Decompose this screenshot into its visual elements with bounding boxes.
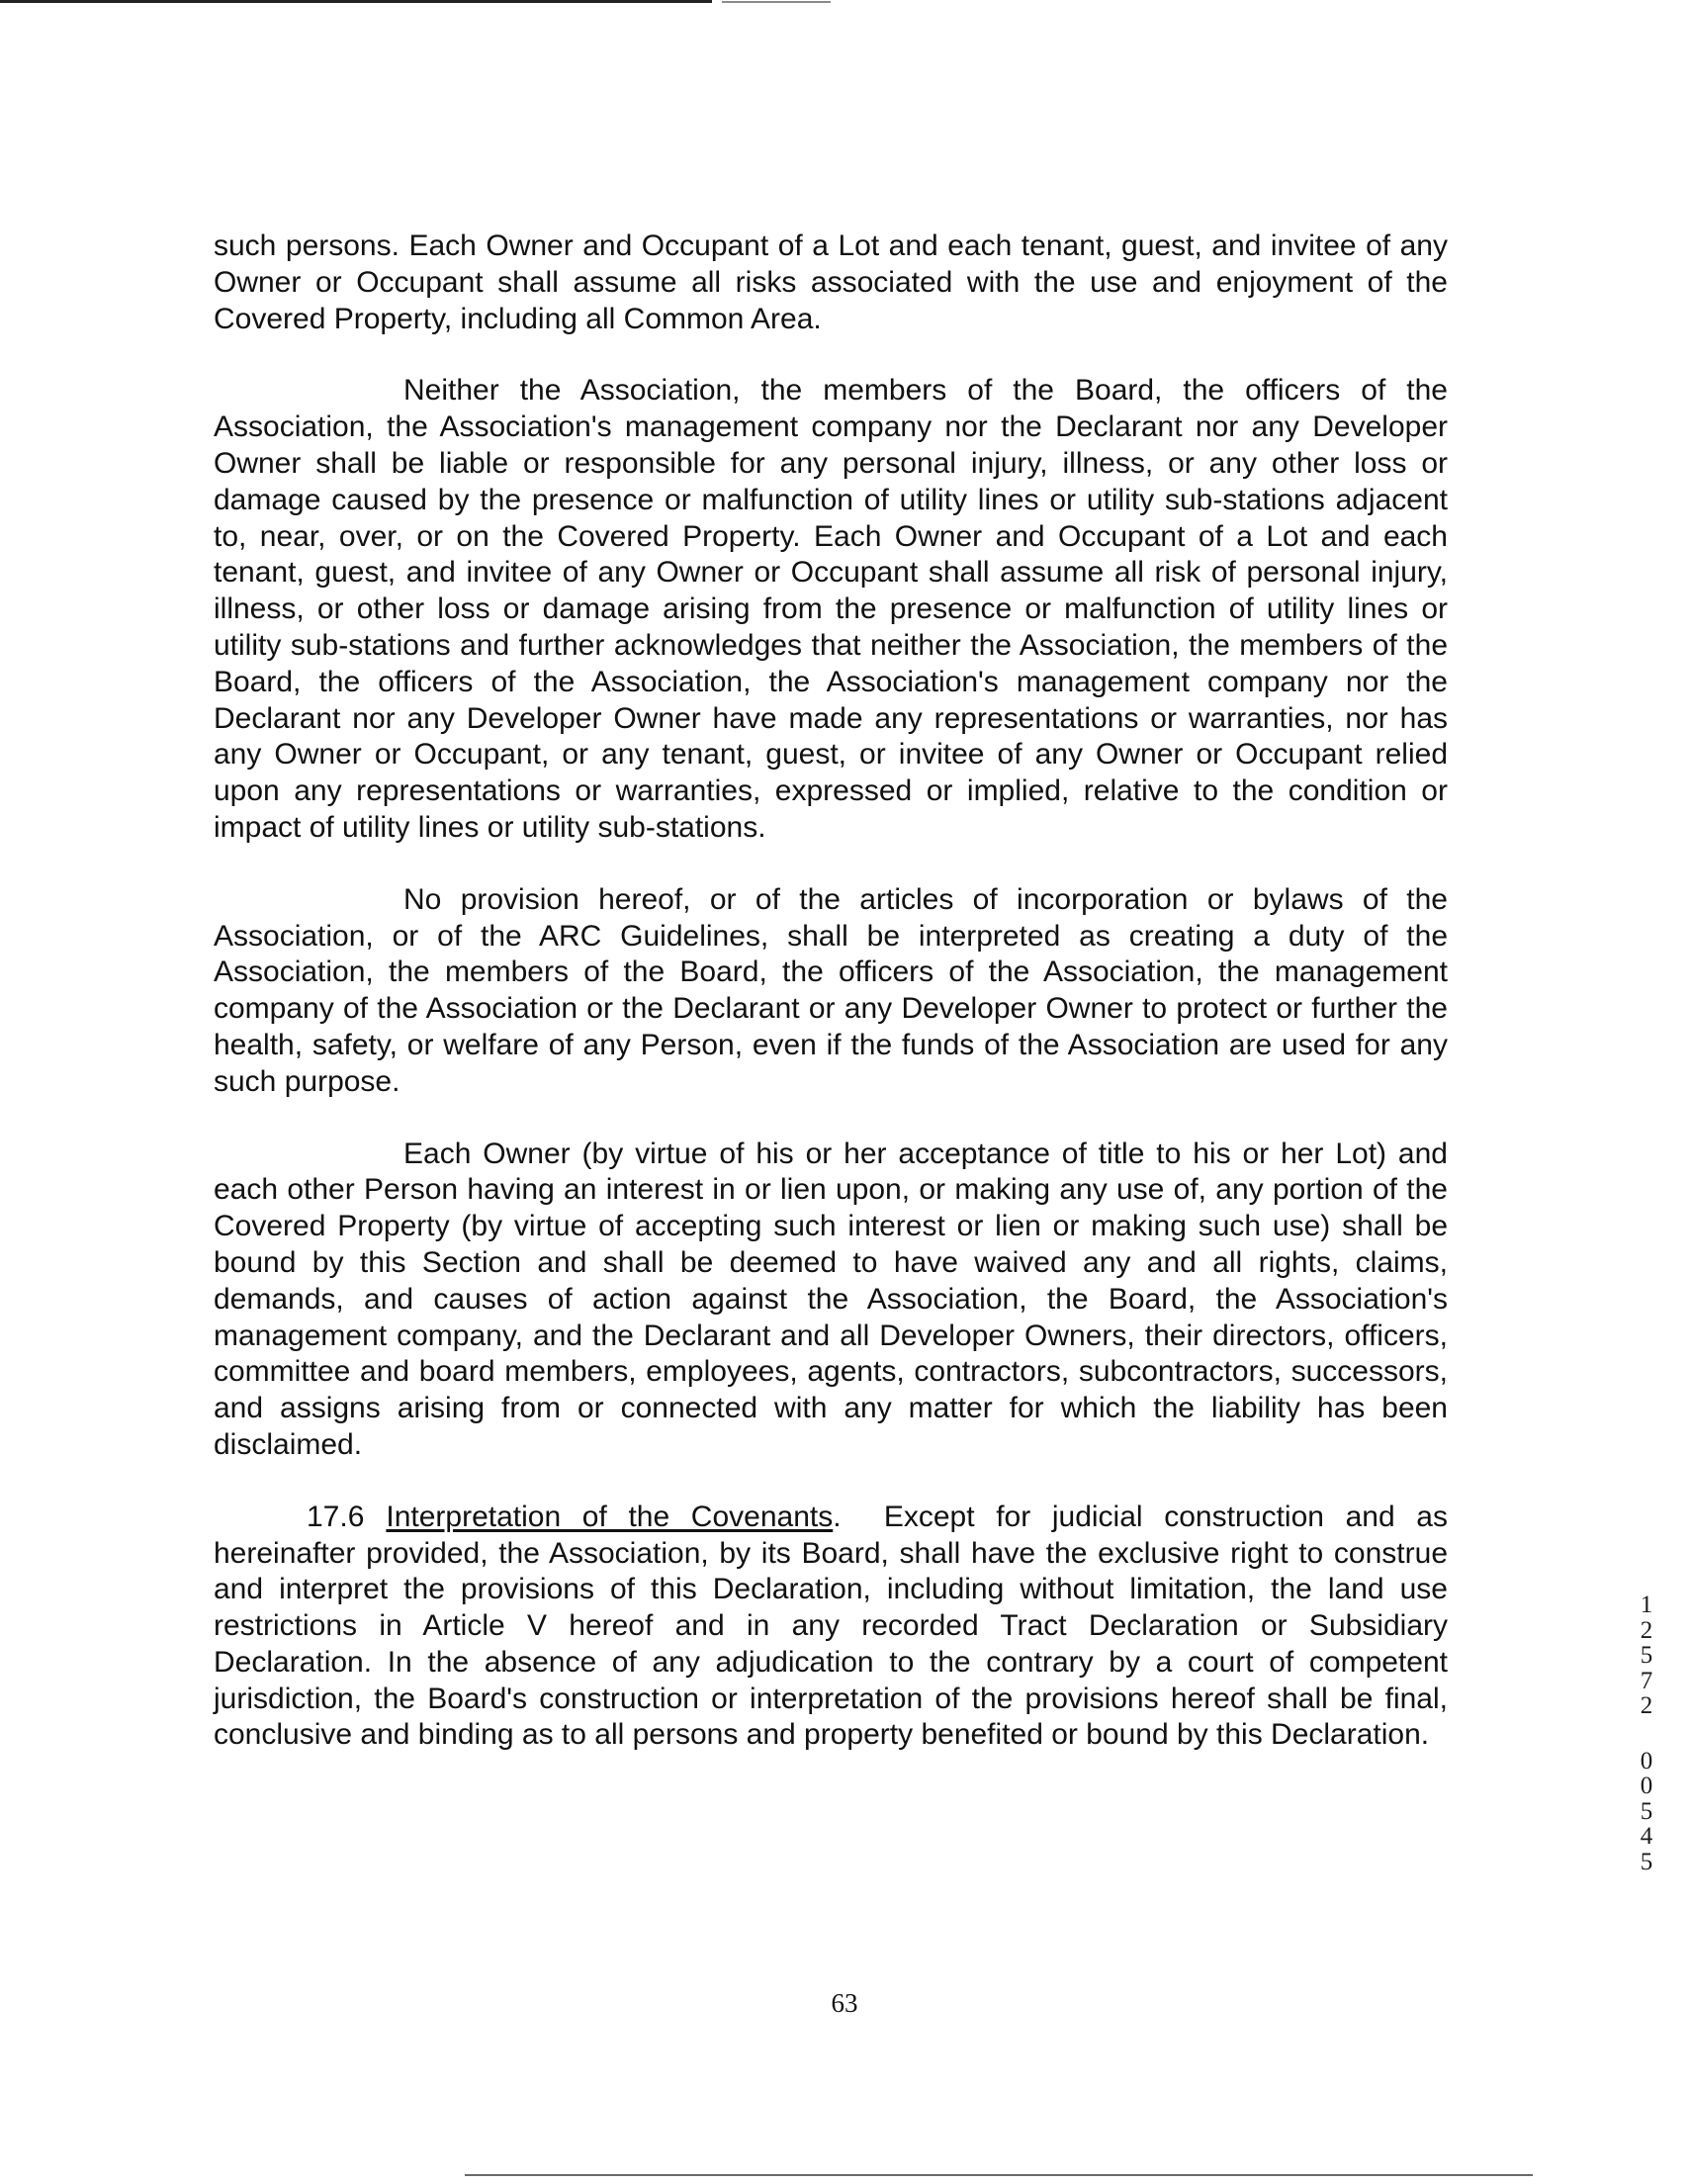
section-title: Interpretation of the Covenants <box>386 1500 834 1533</box>
document-body <box>214 228 1448 1789</box>
scan-edge-top-faint <box>722 1 831 3</box>
recording-stamp <box>1633 1592 1660 1874</box>
scan-edge-top <box>0 0 712 3</box>
paragraph-no-duty: No provision hereof, or of the articles of incorporation or bylaws of the Association, or of the ARC Guidelines, shall be interpreted as creating a duty of the Association, the members of the Board, the officers of the Association, the management company of the Association or the Declarant or any Developer Owner to protect or further the health, safety, or welfare of any Person, even if the funds of the Association are used for any such purpose. <box>214 882 1448 1098</box>
paragraph-utility-liability: Neither the Association, the members of the Board, the officers of the Association, the Association's management company nor the Declarant nor any Developer Owner shall be liable or responsible for any personal injury, illness, or any other loss or damage caused by the presence or malfunction of utility lines or utility sub-stations adjacent to, near, over, or on the Covered Property. Each Owner and Occupant of a Lot and each tenant, guest, and invitee of any Owner or Occupant shall assume all risk of personal injury, illness, or other loss or damage arising from the presence or malfunction of utility lines or utility sub-stations and further acknowledges that neither the Association, the members of the Board, the officers of the Association, the Association's management company nor the Declarant nor any Developer Owner have made any representations or warranties, nor has any Owner or Occupant, or any tenant, guest, or invitee of any Owner or Occupant relied upon any representations or warranties, expressed or implied, relative to the condition or impact of utility lines or utility sub-stations. <box>214 374 1448 844</box>
stamp-digit: 2 <box>1640 1692 1653 1719</box>
section-title-punct: . <box>833 1500 842 1533</box>
stamp-digit: 0 <box>1640 1773 1653 1799</box>
page-number: 63 <box>831 1988 858 2018</box>
stamp-digit: 2 <box>1640 1616 1653 1644</box>
stamp-digit: 5 <box>1640 1848 1653 1875</box>
section-17-6 <box>214 1500 1448 1755</box>
paragraph-waiver: Each Owner (by virtue of his or her acceptance of title to his or her Lot) and each other Person having an interest in or lien upon, or making any use of, any portion of the Covered Property (by virtue of accepting such interest or lien or making such use) shall be bound by this Section and shall be deemed to have waived any and all rights, claims, demands, and causes of action against the Association, the Board, the Association's management company, and the Declarant and all Developer Owners, their directors, officers, committee and board members, employees, agents, contractors, subcontractors, successors, and assigns arising from or connected with any matter for which the liability has been disclaimed. <box>214 1137 1448 1461</box>
stamp-digit: 7 <box>1640 1667 1653 1694</box>
stamp-digit: 0 <box>1640 1747 1653 1774</box>
stamp-digit: 5 <box>1640 1797 1653 1825</box>
section-number: 17.6 <box>307 1500 365 1533</box>
scan-edge-bottom <box>465 2174 1533 2176</box>
section-body: Except for judicial construction and as hereinafter provided, the Association, by its Board, shall have the exclusive right to construe and interpret the provisions of this Declaration, including without limitation, the land use restrictions in Article V hereof and in any recorded Tract Declaration or Subsidiary Declaration. In the absence of any adjudication to the contrary by a court of competent jurisdiction, the Board's construction or interpretation of the provisions hereof shall be final, conclusive and binding as to all persons and property benefited or bound by this Declaration. <box>214 1500 1448 1752</box>
paragraph-continuation: such persons. Each Owner and Occupant of a Lot and each tenant, guest, and invitee of any Owner or Occupant shall assume all risks associated with the use and enjoyment of the Covered Property, including all Common Area. <box>214 229 1448 335</box>
stamp-digit: 5 <box>1640 1642 1653 1669</box>
stamp-digit: 1 <box>1640 1592 1653 1618</box>
stamp-digit: 4 <box>1640 1823 1653 1850</box>
